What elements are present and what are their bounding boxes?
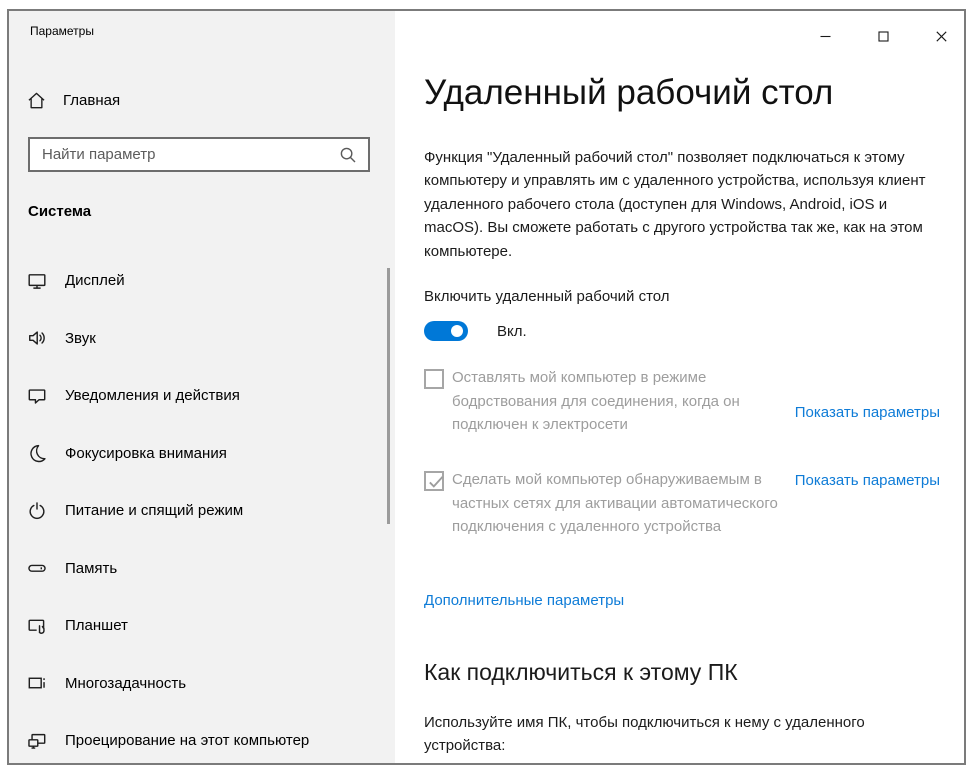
storage-icon — [26, 557, 48, 579]
page-description: Функция "Удаленный рабочий стол" позволяет подключаться к этому компьютеру и управлять им с удаленного устройства, используя клиент удаленного рабочего стола (доступен для Windows, Android, iOS и macOS). Вы сможете работать с другого устройства так же, как на этом компьютере. — [424, 149, 926, 260]
projecting-icon — [26, 730, 48, 752]
close-button[interactable] — [912, 19, 970, 53]
sidebar-item-label: Питание и спящий режим — [65, 502, 244, 520]
remote-desktop-toggle-row — [424, 321, 527, 341]
sidebar-home-label: Главная — [63, 91, 121, 109]
discoverable-option — [424, 468, 784, 539]
sidebar-item-multitasking[interactable] — [9, 655, 395, 713]
remote-desktop-toggle-label: Включить удаленный рабочий стол — [424, 288, 670, 305]
keep-awake-checkbox[interactable] — [424, 369, 444, 389]
sidebar-item-label: Звук — [65, 329, 96, 347]
sidebar-item-power-sleep[interactable] — [9, 482, 395, 540]
remote-desktop-toggle[interactable] — [424, 321, 468, 341]
sidebar-item-projecting[interactable] — [9, 712, 395, 770]
main-content — [395, 11, 964, 763]
page-title: Удаленный рабочий стол — [424, 73, 834, 112]
toggle-state-label: Вкл. — [497, 322, 527, 340]
toggle-knob — [451, 325, 463, 337]
sidebar-item-focus-assist[interactable] — [9, 425, 395, 483]
minimize-button[interactable] — [796, 19, 854, 53]
sound-icon — [26, 327, 48, 349]
window-title: Параметры — [30, 24, 94, 38]
sidebar-item-label: Планшет — [65, 617, 128, 635]
multitasking-icon — [26, 672, 48, 694]
power-icon — [26, 500, 48, 522]
display-icon — [26, 270, 48, 292]
tablet-icon — [26, 615, 48, 637]
sidebar-item-display[interactable] — [9, 252, 395, 310]
sidebar-item-label: Дисплей — [65, 272, 125, 290]
show-settings-link-2[interactable]: Показать параметры — [794, 472, 940, 489]
keep-awake-option — [424, 366, 784, 437]
sidebar-item-home[interactable] — [26, 87, 120, 113]
sidebar-item-label: Многозадачность — [65, 674, 187, 692]
sidebar-item-label: Уведомления и действия — [65, 387, 240, 405]
sidebar-item-tablet[interactable] — [9, 597, 395, 655]
maximize-button[interactable] — [854, 19, 912, 53]
search-input[interactable] — [30, 146, 338, 163]
sidebar-scrollbar[interactable] — [387, 268, 390, 524]
keep-awake-label: Оставлять мой компьютер в режиме бодрствования для соединения, когда он подключен к электросети — [452, 369, 740, 433]
sidebar — [9, 11, 395, 763]
sidebar-section-title: Система — [28, 203, 92, 220]
sidebar-nav — [9, 252, 395, 770]
sidebar-item-label: Фокусировка внимания — [65, 444, 227, 462]
show-settings-link-1[interactable]: Показать параметры — [794, 404, 940, 421]
search-icon[interactable] — [338, 145, 358, 165]
sidebar-item-notifications[interactable] — [9, 367, 395, 425]
how-to-connect-heading: Как подключиться к этому ПК — [424, 659, 738, 685]
window-controls — [796, 19, 970, 53]
settings-window — [7, 9, 966, 765]
settings-search — [28, 137, 370, 172]
discoverable-checkbox[interactable] — [424, 471, 444, 491]
notifications-icon — [26, 385, 48, 407]
focus-assist-icon — [26, 442, 48, 464]
home-icon — [26, 90, 47, 111]
advanced-settings-link[interactable]: Дополнительные параметры — [424, 592, 625, 609]
sidebar-item-sound[interactable] — [9, 310, 395, 368]
sidebar-item-storage[interactable] — [9, 540, 395, 598]
discoverable-label: Сделать мой компьютер обнаруживаемым в частных сетях для активации автоматического подключения с удаленного устройства — [452, 471, 778, 535]
how-to-connect-text: Используйте имя ПК, чтобы подключиться к нему с удаленного устройства: — [424, 714, 865, 755]
sidebar-item-label: Проецирование на этот компьютер — [65, 732, 310, 750]
sidebar-item-label: Память — [65, 559, 118, 577]
